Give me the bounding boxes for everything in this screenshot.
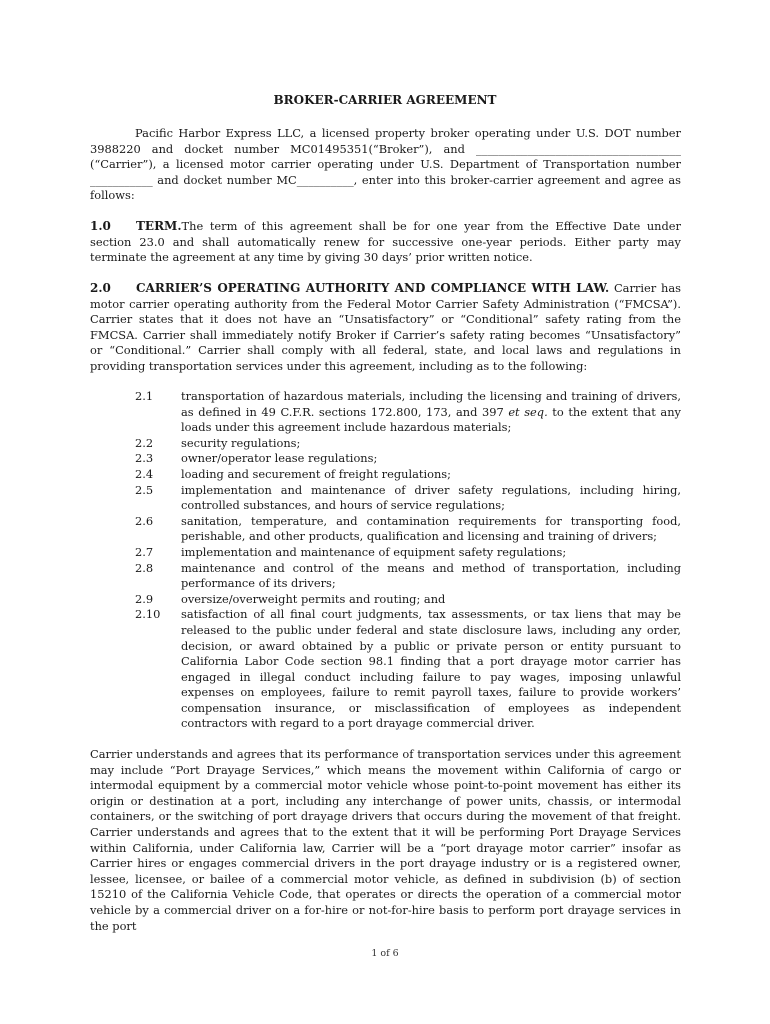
list-item-text bbox=[181, 561, 681, 592]
section-2-heading: CARRIER’S OPERATING AUTHORITY AND COMPLIANCE WITH LAW. bbox=[136, 281, 610, 295]
list-item-text-main: oversize/overweight permits and routing; and bbox=[181, 591, 446, 606]
section-2-body: Carrier has motor carrier operating authority from the Federal Motor Carrier Safety Administration (“FMCSA”). Carrier states that it does not have an “Unsatisfactory” or “Conditional” safety rating from the FMCSA. Carrier shall immediately notify Broker if Carrier’s safety rating becomes “Unsatisfactory” or “Conditional.” Carrier shall comply with all federal, state, and local laws and regulations in providing transportation services under this agreement, including as to the following: bbox=[90, 281, 681, 373]
list-item-number: 2.10 bbox=[135, 607, 161, 622]
list-item-number: 2.7 bbox=[135, 544, 154, 559]
list-item-text bbox=[181, 607, 681, 732]
list-item-text bbox=[181, 467, 681, 483]
list-item-text-main: satisfaction of all final court judgments, tax assessments, or tax liens that may be released to the public under federal and state disclosure laws, including any order, decision, or award obtained by a public or private person or entity pursuant to California Labor Code section 98.1 finding that a port drayage motor carrier has engaged in illegal conduct including failure to pay wages, imposing unlawful expenses on employees, failure to remit payroll taxes, failure to provide workers’ compensation insurance, or misclassification of employees as independent contractors with regard to a port drayage commercial driver. bbox=[181, 607, 681, 731]
list-item-text-tail: to the extent that any loads under this agreement include hazardous materials; bbox=[181, 404, 681, 435]
list-item-number: 2.9 bbox=[135, 591, 154, 606]
list-item-number: 2.2 bbox=[135, 435, 154, 450]
section-1 bbox=[90, 219, 681, 266]
list-item-text bbox=[181, 514, 681, 545]
list-item-number: 2.8 bbox=[135, 560, 154, 575]
list-item bbox=[135, 389, 681, 436]
document-title: BROKER-CARRIER AGREEMENT bbox=[273, 93, 497, 107]
list-item-text bbox=[181, 545, 681, 561]
list-item-text-main: sanitation, temperature, and contamination requirements for transporting food, perishable, and other products, qualification and licensing and training of drivers; bbox=[181, 513, 681, 544]
list-item bbox=[135, 545, 681, 561]
section-1-number: 1.0 bbox=[90, 219, 111, 233]
list-item bbox=[135, 467, 681, 483]
list-item bbox=[135, 483, 681, 514]
list-item-number: 2.3 bbox=[135, 451, 154, 466]
list-item-text-main: implementation and maintenance of equipment safety regulations; bbox=[181, 544, 567, 559]
list-item bbox=[135, 514, 681, 545]
list-item-number: 2.4 bbox=[135, 466, 154, 481]
port-drayage-paragraph: Carrier understands and agrees that its performance of transportation services under this agreement may include “Port Drayage Services,” which means the movement within California of cargo or intermodal equipment by a commercial motor vehicle whose point-to-point movement has either its origin or destination at a port, including any interchange of power units, chassis, or intermodal containers, or the switching of port drayage drivers that occurs during the movement of that freight. Carrier understands and agrees that to the extent that it will be performing Port Drayage Services within California, under California law, Carrier will be a “port drayage motor carrier” insofar as Carrier hires or engages commercial drivers in the port drayage industry or is a registered owner, lessee, licensee, or bailee of a commercial motor vehicle, as defined in subdivision (b) of section 15210 of the California Vehicle Code, that operates or directs the operation of a commercial motor vehicle by a commercial driver on a for-hire or not-for-hire basis to perform port drayage services in the port bbox=[90, 747, 681, 933]
list-item-text bbox=[181, 389, 681, 436]
list-item-text bbox=[181, 436, 681, 452]
list-item-text-main: owner/operator lease regulations; bbox=[181, 451, 378, 466]
list-item-number: 2.6 bbox=[135, 513, 154, 528]
section-1-heading: TERM. bbox=[136, 219, 182, 233]
list-item-number: 2.5 bbox=[135, 482, 154, 497]
list-item-text-main: implementation and maintenance of driver safety regulations, including hiring, controlled substances, and hours of service regulations; bbox=[181, 482, 681, 513]
list-item bbox=[135, 561, 681, 592]
list-item-text bbox=[181, 483, 681, 514]
section-2 bbox=[90, 281, 681, 375]
list-item bbox=[135, 436, 681, 452]
list-item-text bbox=[181, 451, 681, 467]
list-item-text-main: transportation of hazardous materials, including the licensing and training of drivers, as defined in 49 C.F.R. sections 172.800, 173, and 397 bbox=[181, 389, 681, 419]
page-number: 1 of 6 bbox=[371, 948, 399, 959]
list-item-text-main: maintenance and control of the means and method of transportation, including performance of its drivers; bbox=[181, 560, 681, 591]
list-item-text-italic: et seq. bbox=[508, 404, 548, 419]
list-item-number: 2.1 bbox=[135, 389, 154, 403]
list-item bbox=[135, 607, 681, 732]
intro-paragraph: Pacific Harbor Express LLC, a licensed property broker operating under U.S. DOT number 3988220 and docket number MC01495351(“Broker”), and ____________________________________ (“Carrier”), a licensed motor carrier operating under U.S. Department of Transportation number ___________ and docket number MC__________, enter into this broker-carrier agreement and agree as follows: bbox=[90, 126, 681, 203]
list-item-text-main: loading and securement of freight regulations; bbox=[181, 466, 451, 481]
list-item-text-main: security regulations; bbox=[181, 435, 301, 450]
list-item-text bbox=[181, 592, 681, 608]
list-item bbox=[135, 451, 681, 467]
list-item bbox=[135, 592, 681, 608]
section-1-body: The term of this agreement shall be for one year from the Effective Date under section 23.0 and shall automatically renew for successive one-year periods. Either party may terminate the agreement at any time by giving 30 days’ prior written notice. bbox=[90, 219, 681, 265]
compliance-list bbox=[135, 389, 681, 732]
section-2-number: 2.0 bbox=[90, 281, 111, 295]
